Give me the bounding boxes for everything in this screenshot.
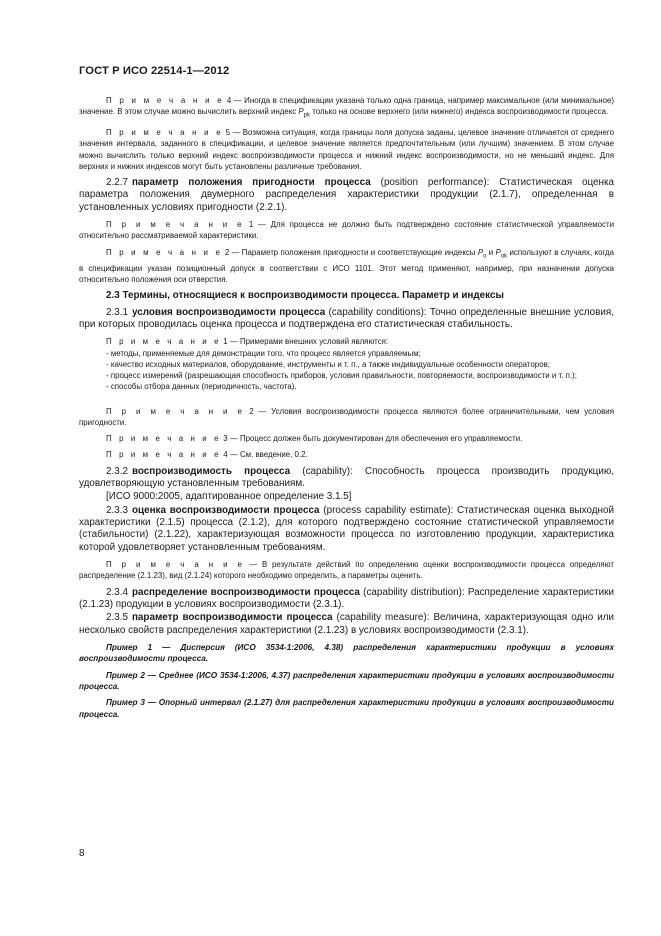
note-2-3-1-4	[79, 449, 614, 460]
clause-number: 2.3.3	[106, 504, 128, 516]
note-5	[79, 127, 614, 172]
note-2-2-7-2	[79, 247, 614, 285]
example-1: Пример 1 — Дисперсия (ИСО 3534-1:2006, 4.38) распределения характеристики продукции в условиях воспроизводимости процесса.	[79, 643, 614, 664]
clause-number: 2.2.7	[106, 177, 128, 189]
note-text: 1 — Примерами внешних условий являются:	[223, 337, 389, 347]
note-label: П р и м е ч а н и е	[106, 406, 245, 416]
clause-number: 2.3.5	[106, 612, 128, 624]
clause-2-3-2	[79, 466, 614, 491]
page-header: ГОСТ Р ИСО 22514-1—2012	[79, 65, 230, 77]
symbol-sub: ok	[500, 253, 508, 260]
symbol-sub: o	[483, 253, 487, 260]
note-label: П р и м е ч а н и е	[106, 434, 222, 444]
note-label: П р и м е ч а н и е	[106, 560, 245, 570]
list-item: - методы, применяемые для демонстрации того, что процесс является управляемым;	[106, 348, 421, 358]
list-item: - процесс измерений (разрешающая способность приборов, условия правильности, повторяемости, воспроизводимости и т. п.);	[106, 370, 577, 380]
note-text: 2 — Параметр положения пригодности и соответствующие индексы	[224, 247, 478, 257]
note-text: 3 — Процесс должен быть документирован для обеспечения его управляемости.	[223, 434, 523, 444]
note-text: 5 — Возможна ситуация, когда границы поля допуска заданы, целевое значение отличается от среднего значения интервала, заданного в спецификации, и целевое значение является предпочтительным (или лучшим) значением. В этом случае можно вычислить только верхний индекс воспроизводимости процесса и нижний индекс воспроизводимости, но не меньший индекс. Для верхних и нижних индексов могут быть установлены различные требования.	[79, 128, 614, 171]
note-label: П р и м е ч а н и е	[106, 220, 245, 230]
note-text: 4 — См. введение, 0.2.	[223, 450, 308, 460]
note-4	[79, 95, 614, 122]
note-2-3-1-1	[79, 336, 614, 347]
definition: (process capability estimate): Статистическая оценка выходной характеристики (2.1.5) процесса (2.1.2), для которого подтверждено состояние статистической управляемости (стабильности) (2.1.22), характеризующая возможности процесса по изготовлению продукции, характеристика которой удовлетворяет установленным требованиям.	[79, 504, 614, 553]
note-2-2-7-1	[79, 219, 614, 241]
reference: [ИСО 9000:2005, адаптированное определение 3.1.5]	[106, 491, 352, 503]
term: оценка воспроизводимости процесса	[131, 504, 320, 516]
note-text: 4 — Иногда в спецификации указана только одна граница, например максимальное (или минимальное) значение. В этом случае можно вычислить верхний индекс	[79, 96, 614, 117]
clause-number: 2.3.4	[106, 586, 128, 598]
example-3: Пример 3 — Опорный интервал (2.1.27) для распределения характеристики продукции в условиях воспроизводимости процесса.	[79, 698, 614, 719]
clause-2-3-4	[79, 587, 614, 612]
note-text: и	[486, 247, 496, 257]
clause-2-3-3	[79, 505, 614, 554]
list-item: - качество исходных материалов, оборудование, инструменты и т. п., а также индивидуальные особенности операторов;	[106, 359, 550, 369]
note-text: используют в случаях, когда в спецификации указан позиционный допуск в соответствии с ИСО 1101. Этот метод применяют, например, при назначении допуска относительно положения оси отверстия.	[79, 247, 614, 284]
term: воспроизводимость процесса	[131, 465, 291, 477]
note-label: П р и м е ч а н и е	[106, 96, 225, 105]
note-label: П р и м е ч а н и е	[106, 450, 222, 460]
term: распределение воспроизводимости процесса	[131, 586, 360, 598]
note-2-3-3	[79, 559, 614, 581]
note-text: 1 — Для процесса не должно быть подтверждено состояние статистической управляемости относительно рассматриваемой характеристики.	[79, 220, 614, 241]
note-text: 2 — Условия воспроизводимости процесса являются более ограничительными, чем условия пригодности.	[79, 406, 614, 427]
symbol: P	[477, 247, 484, 257]
list-item: - способы отбора данных (периодичность, частота).	[106, 382, 297, 392]
note-label: П р и м е ч а н и е	[106, 247, 223, 257]
clause-number: 2.3.2	[106, 465, 128, 477]
note-2-3-1-2	[79, 406, 614, 428]
symbol: P	[298, 107, 304, 117]
clause-2-2-7	[79, 177, 614, 214]
term: параметр воспроизводимости процесса	[131, 612, 333, 624]
clause-number: 2.3.1	[106, 306, 128, 318]
page-number: 8	[79, 848, 85, 859]
note-2-3-1-3	[79, 433, 614, 444]
note-text: только на основе верхнего (или нижнего) индекса воспроизводимости процесса.	[310, 107, 609, 117]
definition: (position performance): Статистическая оценка параметра положения двумерного распределения характеристики продукции (2.1.7), определенная в установленных условиях пригодности (2.2.1).	[79, 177, 614, 213]
definition: (capability): Способность процесса производить продукцию, удовлетворяющую установленным требованиям.	[79, 465, 614, 490]
note-label: П р и м е ч а н и е	[106, 128, 224, 138]
clause-2-3-5	[79, 612, 614, 637]
definition: (capability conditions): Точно определенные внешние условия, при которых проводилась оценка процесса и подтверждена его статистическая стабильность.	[79, 306, 614, 330]
example-2: Пример 2 — Среднее (ИСО 3534-1:2006, 4.37) распределения характеристики продукции в условиях воспроизводимости процесса.	[79, 670, 614, 691]
definition: (capability distribution): Распределение характеристики (2.1.23) продукции в условиях воспроизводимости (2.3.1).	[79, 586, 614, 611]
symbol-sub: pk	[303, 112, 310, 119]
definition: (capability measure): Величина, характеризующая одно или несколько свойств распределения характеристики (2.1.23) в условиях воспроизводимости (2.3.1).	[79, 612, 614, 636]
page-content	[79, 95, 614, 725]
clause-2-3-1	[79, 307, 614, 332]
term: условия воспроизводимости процесса	[131, 306, 326, 318]
section-2-3-heading: 2.3 Термины, относящиеся к воспроизводимости процесса. Параметр и индексы	[106, 290, 504, 302]
note-label: П р и м е ч а н и е	[106, 337, 222, 347]
symbol: P	[495, 247, 501, 257]
term: параметр положения пригодности процесса	[131, 177, 371, 189]
note-text: — В результате действий по определению оценки воспроизводимости процесса определяют распределение (2.1.23), вид (2.1.24) которого необходимо определить, а параметры оценить.	[79, 560, 614, 581]
